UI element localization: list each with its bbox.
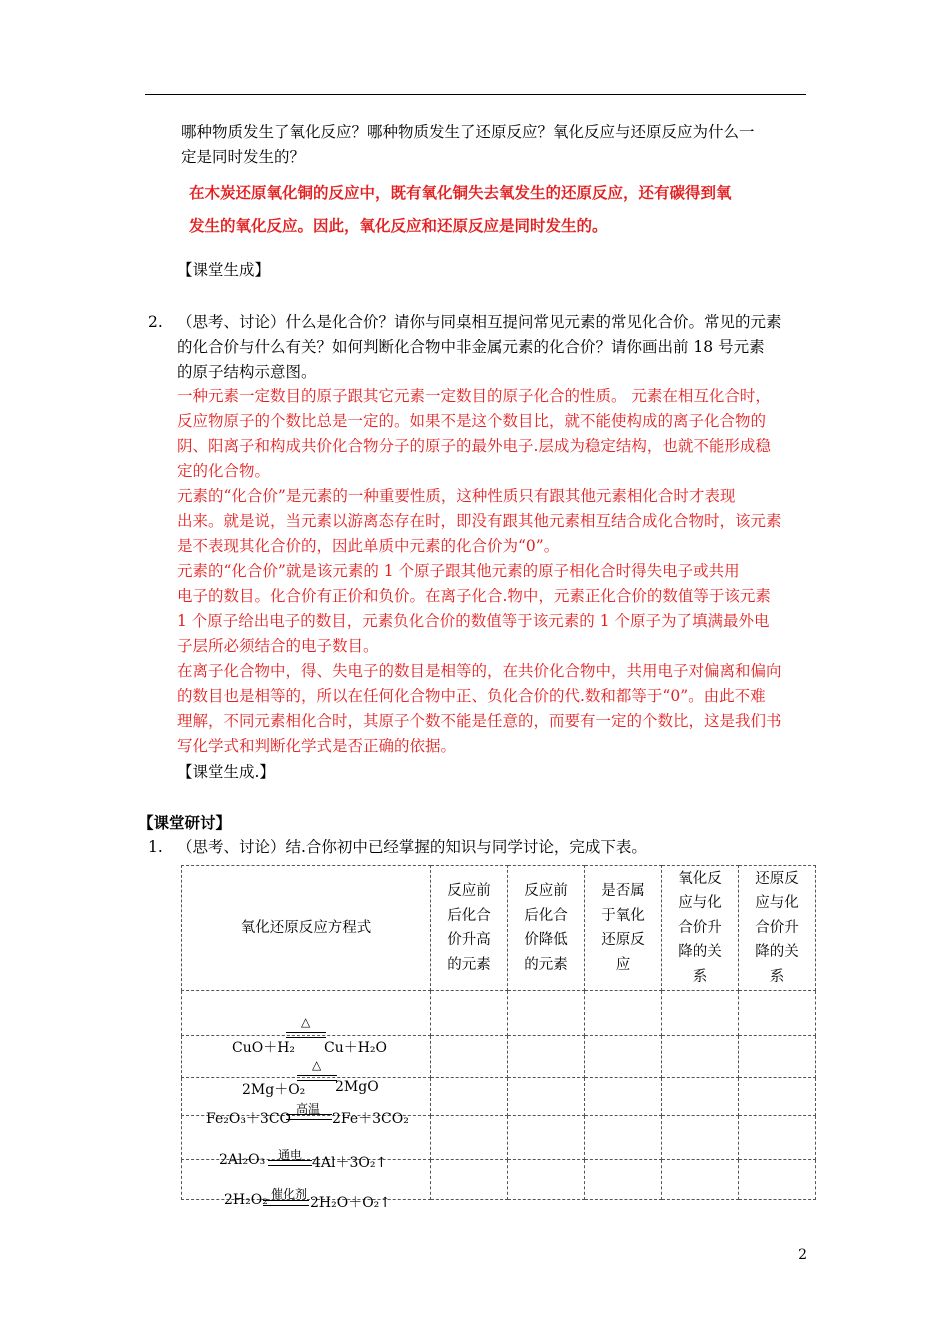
q2-line1: （思考、讨论）什么是化合价？请你与同桌相互提问常见元素的常见化合价。常见的元素: [177, 313, 782, 331]
answer-cell[interactable]: [585, 1116, 662, 1160]
q2-answer-line: 是不表现其化合价的，因此单质中元素的化合价为“0”。: [177, 537, 560, 555]
answer-cell[interactable]: [662, 1116, 739, 1160]
answer-cell[interactable]: [739, 991, 816, 1036]
equals-sign: [263, 1200, 309, 1206]
answer-cell[interactable]: [431, 1116, 508, 1160]
answer-cell[interactable]: [431, 1036, 508, 1078]
answer-cell[interactable]: [739, 1116, 816, 1160]
q1-answer-line2: 发生的氧化反应。因此，氧化反应和还原反应是同时发生的。: [189, 217, 608, 235]
q2-line2: 的化合价与什么有关？如何判断化合物中非金属元素的化合价？请你画出前 18 号元素: [177, 338, 765, 356]
q2-answer-line: 反应物原子的个数比总是一定的。如果不是这个数目比，就不能使构成的离子化合物的: [177, 412, 767, 430]
q2-answer-line: 阴、阳离子和构成共价化合物分子的原子的最外电子.层成为稳定结构，也就不能形成稳: [177, 437, 771, 455]
q2-answer-line: 1 个原子给出电子的数目，元素负化合价的数值等于该元素的 1 个原子为了填满最外电: [177, 612, 770, 630]
reaction-condition: 通电: [278, 1147, 303, 1162]
answer-cell[interactable]: [662, 1036, 739, 1078]
header-cell: 氧化还原反应方程式: [182, 866, 431, 991]
answer-cell[interactable]: [431, 1160, 508, 1200]
answer-cell[interactable]: [585, 1078, 662, 1116]
q2-answer-line: 电子的数目。化合价有正价和负价。在离子化合.物中，元素正化合价的数值等于该元素: [177, 587, 771, 605]
q2-answer-line: 的数目也是相等的，所以在任何化合物中正、负化合价的代.数和都等于“0”。由此不难: [177, 687, 766, 705]
answer-cell[interactable]: [508, 1116, 585, 1160]
reactants: 2Mg＋O₂: [242, 1081, 306, 1098]
q2-answer-line: 理解，不同元素相化合时，其原子个数不能是任意的，而要有一定的个数比，这是我们书: [177, 712, 782, 730]
equation-cell: [182, 1078, 431, 1127]
redox-table: [181, 865, 816, 1211]
table-header-row: [182, 866, 816, 991]
q2-answer-line: 子层所必须结合的电子数目。: [177, 637, 379, 655]
equals-sign: [286, 1114, 332, 1120]
equation-cell: [182, 991, 431, 1056]
reaction-condition: 高温: [296, 1101, 321, 1116]
header-cell: 还原反 应与化 合价升 降的关 系: [739, 866, 816, 991]
q2-answer-line: 在离子化合物中，得、失电子的数目是相等的，在共价化合物中，共用电子对偏离和偏向: [177, 662, 782, 680]
reactants: Fe₂O₃＋3CO: [206, 1110, 292, 1127]
reaction-condition: 催化剂: [271, 1186, 308, 1201]
answer-cell[interactable]: [585, 1160, 662, 1200]
q2-answer-line: 元素的“化合价”是元素的一种重要性质，这种性质只有跟其他元素相化合时才表现: [177, 487, 736, 505]
reaction-condition: △: [312, 1057, 322, 1072]
equals-sign: [268, 1160, 312, 1166]
header-cell: 是否属 于氧化 还原反 应: [585, 866, 662, 991]
table-row: [182, 1160, 816, 1200]
reaction-condition: △: [301, 1015, 311, 1029]
answer-cell[interactable]: [585, 1036, 662, 1078]
q1-classroom-gen: 【课堂生成】: [177, 261, 271, 279]
header-cell: 反应前 后化合 价升高 的元素: [431, 866, 508, 991]
products: 2H₂O＋O₂↑: [310, 1194, 392, 1211]
q1-text-line1: 哪种物质发生了氧化反应？哪种物质发生了还原反应？氧化反应与还原反应为什么一: [181, 123, 755, 141]
answer-cell[interactable]: [739, 1078, 816, 1116]
table-row: [182, 991, 816, 1036]
header-cell: 反应前 后化合 价降低 的元素: [508, 866, 585, 991]
research-prompt: （思考、讨论）结.合你初中已经掌握的知识与同学讨论，完成下表。: [177, 838, 647, 856]
header-rule: [145, 94, 806, 95]
header-cell: 氧化反 应与化 合价升 降的关 系: [662, 866, 739, 991]
answer-cell[interactable]: [431, 991, 508, 1036]
answer-cell[interactable]: [508, 1036, 585, 1078]
products: 4Al＋3O₂↑: [312, 1154, 388, 1171]
q2-number: 2.: [148, 313, 163, 331]
answer-cell[interactable]: [662, 1160, 739, 1200]
q2-classroom-gen: 【课堂生成.】: [177, 763, 275, 781]
products: Cu＋H₂O: [324, 1040, 388, 1056]
q2-answer-line: 元素的“化合价”就是该元素的 1 个原子跟其他元素的原子相化合时得失电子或共用: [177, 562, 740, 580]
answer-cell[interactable]: [662, 1078, 739, 1116]
reactants: CuO＋H₂: [232, 1040, 296, 1056]
q2-line3: 的原子结构示意图。: [177, 363, 317, 381]
answer-cell[interactable]: [739, 1160, 816, 1200]
equation-cell: [182, 1036, 431, 1098]
reactants: 2Al₂O₃: [219, 1151, 266, 1168]
q1-answer-line1: 在木炭还原氧化铜的反应中，既有氧化铜失去氧发生的还原反应，还有碳得到氧: [189, 184, 732, 202]
research-heading: 【课堂研讨】: [138, 813, 232, 832]
answer-cell[interactable]: [431, 1078, 508, 1116]
q2-answer-line: 出来。就是说，当元素以游离态存在时，即没有跟其他元素相互结合成化合物时，该元素: [177, 512, 782, 530]
answer-cell[interactable]: [585, 991, 662, 1036]
products: 2MgO: [335, 1078, 379, 1095]
reactants: 2H₂O₂: [224, 1191, 268, 1208]
answer-cell[interactable]: [662, 991, 739, 1036]
answer-cell[interactable]: [508, 991, 585, 1036]
q1-text-line2: 定是同时发生的？: [181, 148, 306, 166]
products: 2Fe＋3CO₂: [332, 1110, 409, 1127]
q2-answer-line: 定的化合物。: [177, 462, 271, 480]
answer-cell[interactable]: [508, 1078, 585, 1116]
q2-answer-line: 写化学式和判断化学式是否正确的依据。: [177, 737, 457, 755]
q2-answer-line: 一种元素一定数目的原子跟其它元素一定数目的原子化合的性质。 元素在相互化合时，: [177, 387, 771, 405]
answer-cell[interactable]: [739, 1036, 816, 1078]
page-number: 2: [798, 1247, 807, 1263]
answer-cell[interactable]: [508, 1160, 585, 1200]
research-number: 1.: [148, 838, 163, 856]
